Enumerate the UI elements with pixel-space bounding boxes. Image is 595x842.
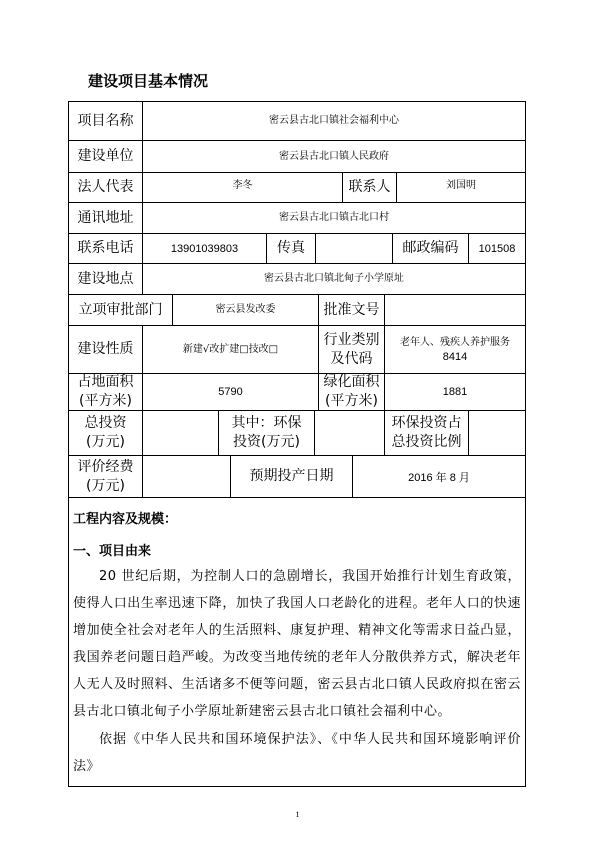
operation-date-label: 预期投产日期 [231, 456, 353, 498]
green-area-label-line1: 绿化面积 [323, 374, 380, 390]
scope-heading: 工程内容及规模： [73, 512, 178, 527]
land-area-label-line1: 占地面积 [77, 374, 134, 390]
builder-value: 密云县古北口镇人民政府 [143, 141, 525, 173]
operation-date-value: 2016 年 8 月 [353, 456, 525, 498]
project-info-table [68, 101, 526, 787]
industry-value [385, 326, 525, 374]
fax-value [316, 234, 393, 264]
phone-value: 13901039803 [143, 234, 267, 264]
industry-label [319, 326, 385, 374]
approval-no-label: 批准文号 [319, 295, 385, 326]
paragraph-project-origin: 20 世纪后期，为控制人口的急剧增长，我国开始推行计划生育政策，使得人口出生率迅速下降，加快了我国人口老龄化的进程。老年人口的快速增加使全社会对老年人的生活照料、康复护理、精神文化等需求日益凸显，我国养老问题日趋严峻。为改变当地传统的老年人分散供养方式，解决老年人无人及时照料、生活诸多不便等问题，密云县古北口镇人民政府拟在密云县古北口镇北甸子小学原址新建密云县古北口镇社会福利中心。 [73, 569, 521, 719]
approval-dept-value: 密云县发改委 [173, 295, 319, 326]
industry-value-line1: 老年人、残疾人养护服务 [400, 336, 510, 348]
land-area-label-line2: (平方米) [79, 393, 132, 409]
postcode-label: 邮政编码 [393, 234, 469, 264]
address-value: 密云县古北口镇古北口村 [143, 203, 525, 234]
contact-value: 刘国明 [397, 173, 525, 203]
land-area-value: 5790 [143, 374, 319, 411]
approval-no-value [385, 295, 525, 326]
postcode-value: 101508 [469, 234, 525, 264]
legal-rep-label: 法人代表 [69, 173, 143, 203]
contact-label: 联系人 [343, 173, 397, 203]
industry-value-line2: 8414 [442, 350, 468, 363]
project-name-value: 密云县古北口镇社会福利中心 [143, 102, 525, 141]
nature-value: 新建√改扩建□技改□ [143, 326, 319, 374]
green-area-label-line2: (平方米) [325, 393, 378, 409]
env-ratio-value [469, 411, 525, 456]
total-invest-label-line2: (万元) [86, 434, 125, 450]
total-invest-value [143, 411, 219, 456]
industry-label-line2: 及代码 [330, 350, 373, 367]
builder-label: 建设单位 [69, 141, 143, 173]
land-area-label [69, 374, 143, 411]
env-invest-value [315, 411, 385, 456]
env-invest-label-line2: 投资(万元) [233, 434, 300, 450]
industry-label-line1: 行业类别 [323, 331, 380, 348]
paragraph-legal-basis: 依据《中华人民共和国环境保护法》、《中华人民共和国环境影响评价法》 [73, 732, 521, 774]
eval-fee-label [69, 456, 143, 498]
eval-fee-label-line2: (万元) [86, 477, 125, 494]
section-heading-project-origin: 一、项目由来 [73, 544, 152, 559]
total-invest-label [69, 411, 143, 456]
legal-rep-value: 李冬 [143, 173, 343, 203]
green-area-label [319, 374, 385, 411]
env-invest-label-line1: 其中：环保 [231, 415, 302, 431]
nature-label: 建设性质 [69, 326, 143, 374]
site-value: 密云县古北口镇北甸子小学原址 [143, 264, 525, 295]
env-ratio-label-line1: 环保投资占 [391, 415, 462, 431]
page-number: 1 [295, 810, 300, 819]
env-ratio-label-line2: 总投资比例 [391, 434, 462, 450]
total-invest-label-line1: 总投资 [84, 415, 127, 431]
site-label: 建设地点 [69, 264, 143, 295]
green-area-value: 1881 [385, 374, 525, 411]
env-ratio-label [385, 411, 469, 456]
eval-fee-value [143, 456, 231, 498]
eval-fee-label-line1: 评价经费 [77, 458, 134, 475]
address-label: 通讯地址 [69, 203, 143, 234]
approval-dept-label: 立项审批部门 [69, 295, 173, 326]
phone-label: 联系电话 [69, 234, 143, 264]
fax-label: 传真 [267, 234, 316, 264]
env-invest-label [219, 411, 315, 456]
project-name-label: 项目名称 [69, 102, 143, 141]
page-title: 建设项目基本情况 [88, 72, 209, 90]
